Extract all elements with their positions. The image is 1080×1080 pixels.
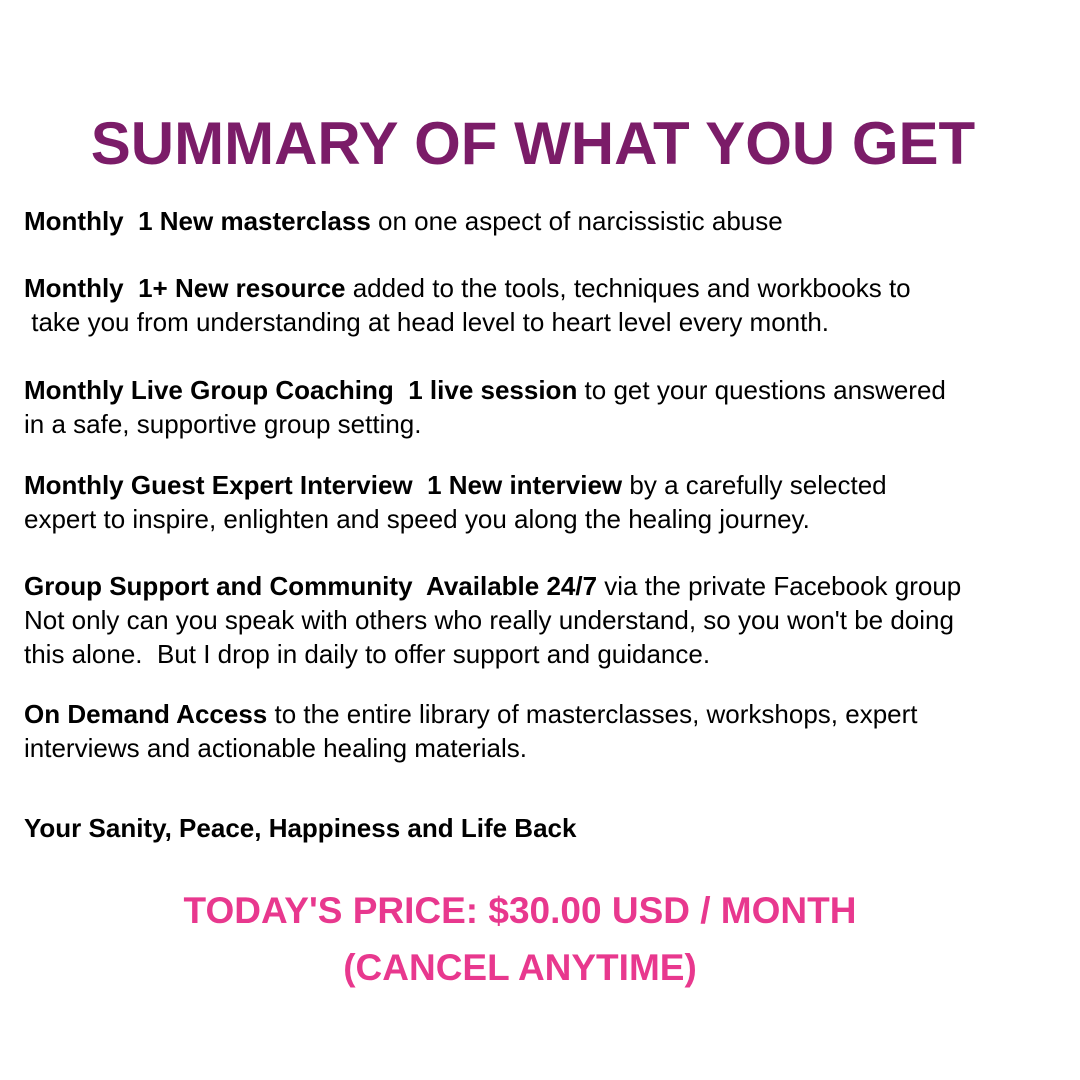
benefit-continuation: expert to inspire, enlighten and speed you along the healing journey. [24, 504, 810, 534]
benefit-line [24, 204, 1064, 238]
benefit-on-demand [24, 697, 1064, 765]
benefit-continuation: Not only can you speak with others who really understand, so you won't be doing [24, 605, 954, 635]
benefit-text: added to the tools, techniques and workbooks to [345, 273, 911, 303]
benefit-continuation: this alone. But I drop in daily to offer support and guidance. [24, 639, 711, 669]
benefit-text: to the entire library of masterclasses, workshops, expert [267, 699, 918, 729]
benefit-line [24, 373, 1064, 407]
benefit-heading: Monthly Guest Expert Interview 1 New interview [24, 470, 623, 500]
benefit-heading: Monthly Live Group Coaching 1 live session [24, 375, 578, 405]
benefit-expert-interview [24, 468, 1064, 536]
benefit-heading: Your Sanity, Peace, Happiness and Life Back [24, 813, 577, 843]
benefit-line [24, 468, 1064, 502]
benefit-heading: Monthly 1+ New resource [24, 273, 346, 303]
benefit-continuation: in a safe, supportive group setting. [24, 409, 422, 439]
benefit-resource [24, 271, 1064, 339]
benefit-group-coaching [24, 373, 1064, 441]
benefit-line [24, 697, 1064, 731]
benefit-continuation: take you from understanding at head level to heart level every month. [24, 307, 830, 337]
benefit-life-back [24, 811, 1064, 845]
benefit-line [24, 811, 1064, 845]
benefit-text: by a carefully selected [622, 470, 887, 500]
benefit-community [24, 569, 1064, 671]
page-title: SUMMARY OF WHAT YOU GET [90, 110, 976, 177]
benefit-line [24, 271, 1064, 305]
benefit-line [24, 569, 1064, 603]
benefit-text: to get your questions answered [577, 375, 946, 405]
benefit-text: on one aspect of narcissistic abuse [370, 206, 783, 236]
benefit-text: via the private Facebook group [597, 571, 962, 601]
benefit-continuation: interviews and actionable healing materials. [24, 733, 527, 763]
benefit-masterclass [24, 204, 1064, 238]
price-line: TODAY'S PRICE: $30.00 USD / MONTH [183, 890, 857, 931]
benefit-heading: Group Support and Community Available 24/7 [24, 571, 598, 601]
benefit-heading: Monthly 1 New masterclass [24, 206, 371, 236]
cancel-note: (CANCEL ANYTIME) [343, 947, 697, 988]
benefit-heading: On Demand Access [24, 699, 268, 729]
